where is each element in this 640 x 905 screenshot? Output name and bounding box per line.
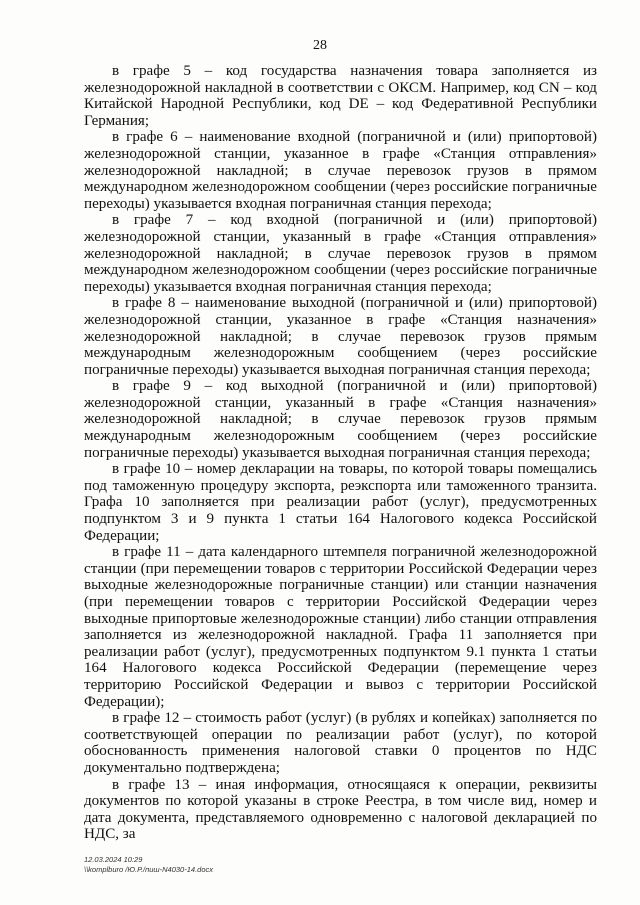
footer-file-path: \\komplburo /Ю.Р./пиш-N4030-14.docx [84, 865, 213, 874]
paragraph-column-12: в графе 12 – стоимость работ (услуг) (в рублях и копейках) заполняется по соответствующей операции по реализации работ (услуг), по которой обоснованность применения налоговой ставки 0 процентов по НДС документально подтверждена; [84, 710, 597, 776]
paragraph-column-5: в графе 5 – код государства назначения товара заполняется из железнодорожной накладной в соответствии с ОКСМ. Например, код CN – код Китайской Народной Республики, код DE – код Федеративной Республики Германия; [84, 63, 597, 129]
document-footer [84, 855, 213, 875]
document-body [84, 63, 597, 843]
paragraph-column-10: в графе 10 – номер декларации на товары, по которой товары помещались под таможенную процедуру экспорта, реэкспорта или таможенного транзита. Графа 10 заполняется при реализации работ (услуг), предусмотренных подпунктом 3 и 9 пункта 1 статьи 164 Налогового кодекса Российской Федерации; [84, 461, 597, 544]
paragraph-column-8: в графе 8 – наименование выходной (пограничной и (или) припортовой) железнодорожной станции, указанное в графе «Станция назначения» железнодорожной накладной; в случае перевозок грузов прямым международным железнодорожным сообщением (через российские пограничные переходы) указывается выходная пограничная станция перехода; [84, 295, 597, 378]
paragraph-column-9: в графе 9 – код выходной (пограничной и (или) припортовой) железнодорожной станции, указанный в графе «Станция назначения» железнодорожной накладной; в случае перевозок грузов прямым международным железнодорожным сообщением (через российские пограничные переходы) указывается выходная пограничная станция перехода; [84, 378, 597, 461]
paragraph-column-13: в графе 13 – иная информация, относящаяся к операции, реквизиты документов по которой указаны в строке Реестра, в том числе вид, номер и дата документа, представляемого одновременно с налоговой декларацией по НДС, за [84, 776, 597, 843]
paragraph-column-11: в графе 11 – дата календарного штемпеля пограничной железнодорожной станции (при перемещении товаров с территории Российской Федерации через выходные железнодорожные пограничные станции) или станции назначения (при перемещении товаров с территории Российской Федерации через выходные припортовые железнодорожные станции) либо станции отправления заполняется из железнодорожной накладной. Графа 11 заполняется при реализации работ (услуг), предусмотренных подпунктом 9.1 пункта 1 статьи 164 Налогового кодекса Российской Федерации (перемещение через территорию Российской Федерации и вывоз с территории Российской Федерации); [84, 544, 597, 710]
paragraph-column-7: в графе 7 – код входной (пограничной и (или) припортовой) железнодорожной станции, указанный в графе «Станция отправления» железнодорожной накладной; в случае перевозок грузов в прямом международном железнодорожном сообщении (через российские пограничные переходы) указывается входная пограничная станция перехода; [84, 212, 597, 295]
paragraph-column-6: в графе 6 – наименование входной (пограничной и (или) припортовой) железнодорожной станции, указанное в графе «Станция отправления» железнодорожной накладной; в случае перевозок грузов в прямом международном железнодорожном сообщении (через российские пограничные переходы) указывается входная пограничная станция перехода; [84, 129, 597, 212]
page-number: 28 [313, 38, 327, 53]
footer-timestamp: 12.03.2024 10:29 [84, 855, 143, 864]
